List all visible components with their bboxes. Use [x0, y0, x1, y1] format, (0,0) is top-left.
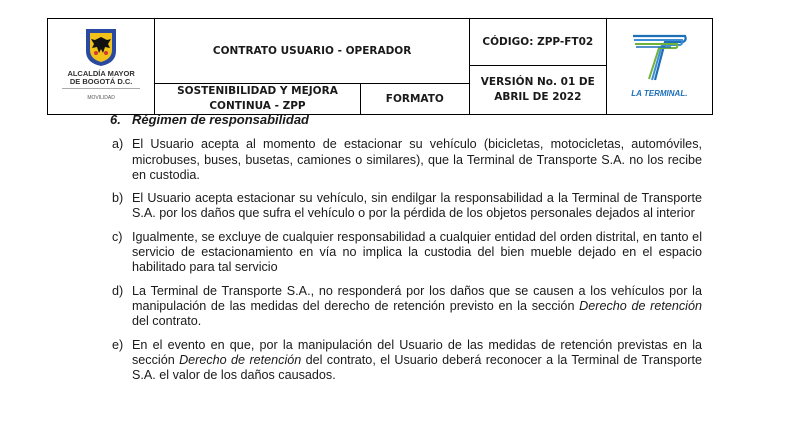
la-terminal-t-logo-icon — [631, 32, 687, 82]
document-header-table — [47, 18, 713, 115]
list-text: El Usuario acepta estacionar su vehículo, sin endilgar la responsabilidad a la Terminal de Transporte S.A. por los daños que sufra el vehículo o por la pérdida de los objetos personales dejados al interior — [132, 191, 702, 221]
process-name: SOSTENIBILIDAD Y MEJORA CONTINUA - ZPP — [155, 84, 360, 115]
section-heading — [110, 112, 702, 127]
alcaldia-logo — [48, 19, 155, 115]
alcaldia-name-line1: ALCALDÍA MAYOR — [67, 69, 135, 78]
list-text-emphasis: Derecho de retención — [579, 298, 702, 313]
list-text: del contrato. — [132, 314, 202, 329]
document-code: CÓDIGO: ZPP-FT02 — [469, 19, 606, 66]
list-text: del contrato, el Usuario deberá reconocer a la Terminal de Transporte S.A. el valor de los daños causados. — [132, 352, 702, 383]
section-number: 6. — [110, 112, 121, 127]
list-label: e) — [112, 337, 124, 352]
list-label: b) — [112, 191, 124, 206]
list-item-d — [110, 284, 702, 330]
document-version: VERSIÓN No. 01 DE ABRIL DE 2022 — [469, 66, 606, 115]
list-text: En el evento en que, por la manipulación del Usuario de las medidas de retención previstas en la sección — [132, 337, 702, 367]
list-item-c — [110, 230, 702, 276]
document-body — [110, 112, 702, 391]
la-terminal-text: LA TERMINAL. — [631, 89, 688, 98]
alcaldia-subtitle: MOVILIDAD — [62, 88, 140, 106]
list-item-a — [110, 137, 702, 183]
list-text: Igualmente, se excluye de cualquier responsabilidad a cualquier entidad del orden distrital, en tanto el servicio de estacionamiento en vía no implica la custodia del bien mueble dejado en el espacio habilitado para tal servicio — [132, 229, 702, 275]
list-label: d) — [112, 283, 124, 298]
list-item-b — [110, 191, 702, 222]
list-text-emphasis: Derecho de retención — [179, 352, 302, 367]
list-text: El Usuario acepta al momento de estacionar su vehículo (bicicletas, motocicletas, automóviles, microbuses, buses, busetas, camiones o similares), que la Terminal de Transporte S.A. no los recibe en custodia. — [132, 137, 702, 182]
section-title: Régimen de responsabilidad — [132, 112, 309, 127]
list-label: a) — [112, 137, 124, 152]
list-item-e — [110, 338, 702, 384]
alcaldia-name-line2: DE BOGOTÁ D.C. — [69, 77, 133, 86]
bogota-coat-of-arms-icon — [84, 27, 118, 67]
la-terminal-logo — [606, 19, 712, 115]
document-type: FORMATO — [360, 84, 469, 115]
list-text: La Terminal de Transporte S.A., no responderá por los daños que se causen a los vehículos por la manipulación de las medidas del derecho de retención previsto en la sección — [132, 283, 702, 313]
document-title: CONTRATO USUARIO - OPERADOR — [155, 19, 470, 84]
list-label: c) — [112, 229, 123, 244]
